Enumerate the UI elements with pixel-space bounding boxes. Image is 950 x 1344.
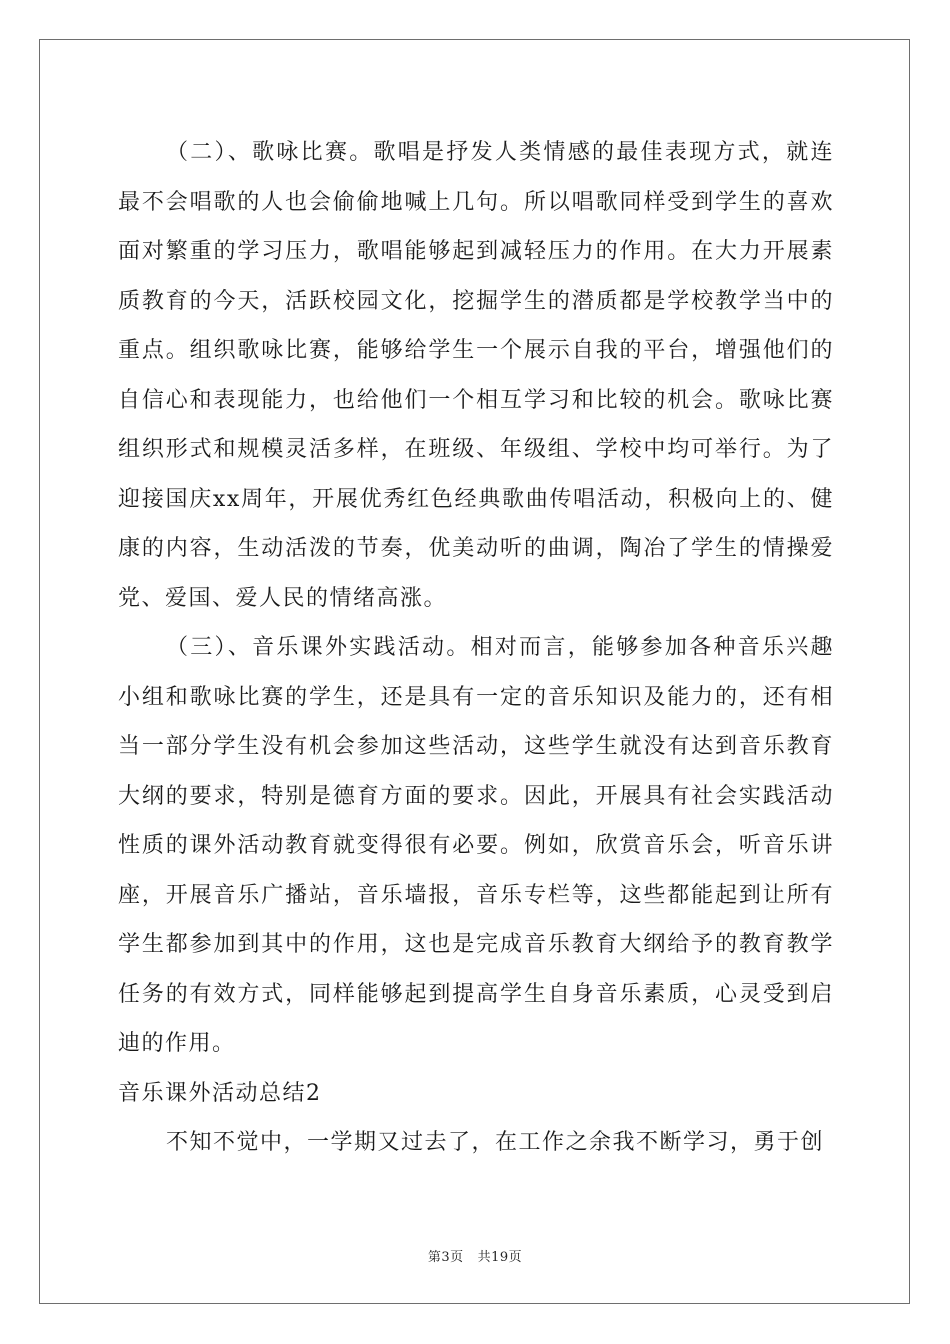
paragraph-closing: 不知不觉中，一学期又过去了，在工作之余我不断学习，勇于创 bbox=[166, 1130, 825, 1155]
page-number: 第3页 bbox=[427, 1250, 464, 1265]
document-body bbox=[118, 128, 834, 1168]
page-footer bbox=[0, 1246, 950, 1265]
paragraph-singing-contest: （二）、歌咏比赛。歌唱是抒发人类情感的最佳表现方式，就连最不会唱歌的人也会偷偷地喊上几句。所以唱歌同样受到学生的喜欢面对繁重的学习压力，歌唱能够起到减轻压力的作用。在大力开展素质教育的今天，活跃校园文化，挖掘学生的潜质都是学校教学当中的重点。组织歌咏比赛，能够给学生一个展示自我的平台，增强他们的自信心和表现能力，也给他们一个相互学习和比较的机会。歌咏比赛组织形式和规模灵活多样，在班级、年级组、学校中均可举行。为了迎接国庆xx周年，开展优秀红色经典歌曲传唱活动，积极向上的、健康的内容，生动活泼的节奏，优美动听的曲调，陶冶了学生的情操爱党、爱国、爱人民的情绪高涨。 bbox=[118, 140, 834, 611]
section-title: 音乐课外活动总结2 bbox=[118, 1080, 322, 1106]
page-total: 共19页 bbox=[477, 1250, 523, 1265]
paragraph-practice-activities: （三）、音乐课外实践活动。相对而言，能够参加各种音乐兴趣小组和歌咏比赛的学生，还是具有一定的音乐知识及能力的，还有相当一部分学生没有机会参加这些活动，这些学生就没有达到音乐教育大纲的要求，特别是德育方面的要求。因此，开展具有社会实践活动性质的课外活动教育就变得很有必要。例如，欣赏音乐会，听音乐讲座，开展音乐广播站，音乐墙报，音乐专栏等，这些都能起到让所有学生都参加到其中的作用，这也是完成音乐教育大纲给予的教育教学任务的有效方式，同样能够起到提高学生自身音乐素质，心灵受到启迪的作用。 bbox=[118, 635, 834, 1056]
